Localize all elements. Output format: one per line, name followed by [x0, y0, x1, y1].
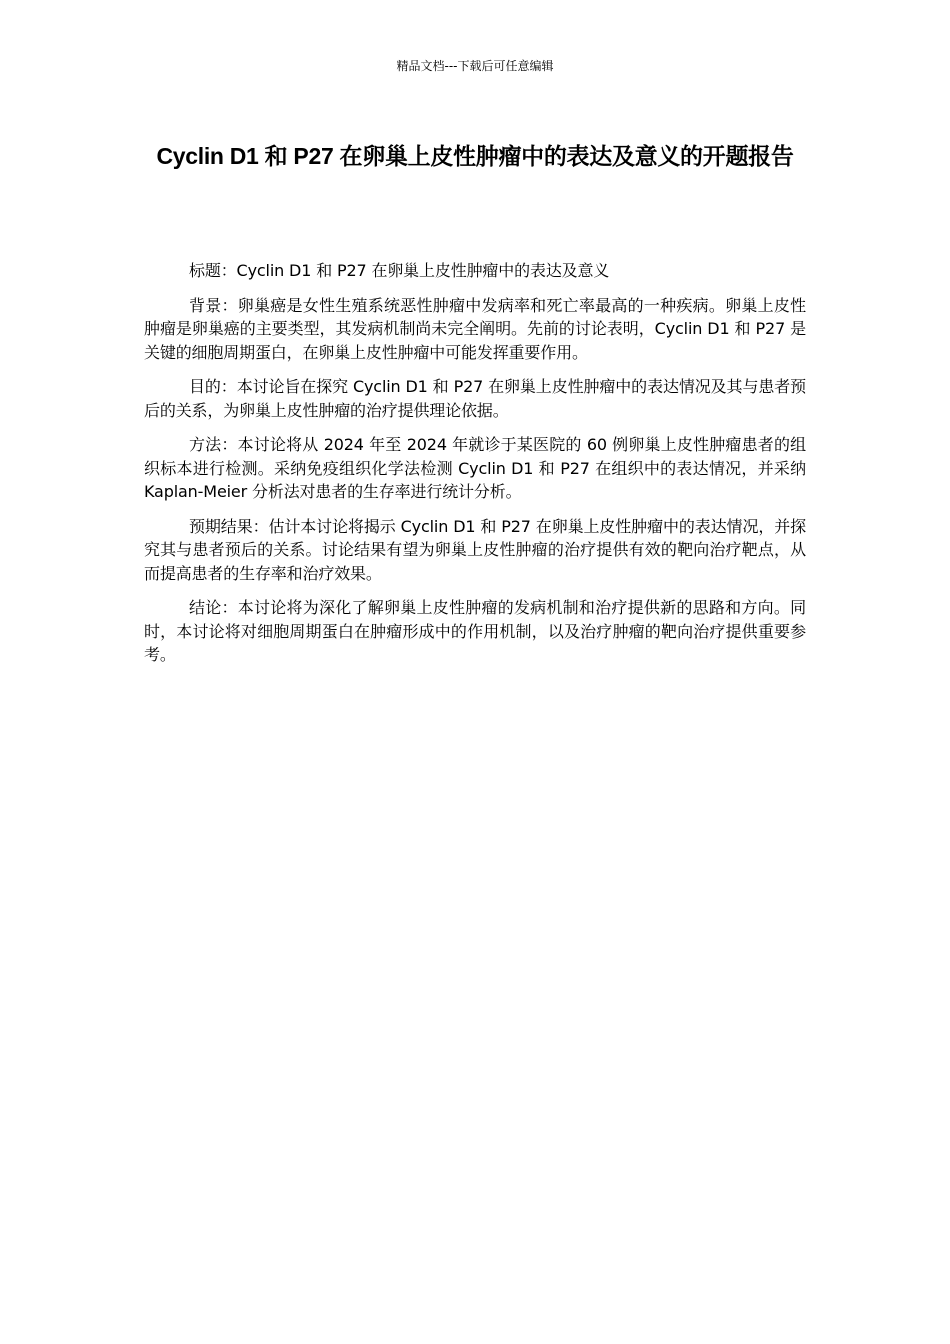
- document-title: Cyclin D1 和 P27 在卵巢上皮性肿瘤中的表达及意义的开题报告: [156, 143, 794, 169]
- paragraph-methods: 方法：本讨论将从 2024 年至 2024 年就诊于某医院的 60 例卵巢上皮性肿瘤患者的组织标本进行检测。采纳免疫组织化学法检测 Cyclin D1 和 P27 在组织中的表达情况，并采纳 Kaplan-Meier 分析法对患者的生存率进行统计分析。: [144, 435, 806, 501]
- paragraph-conclusion: 结论：本讨论将为深化了解卵巢上皮性肿瘤的发病机制和治疗提供新的思路和方向。同时，本讨论将对细胞周期蛋白在肿瘤形成中的作用机制，以及治疗肿瘤的靶向治疗提供重要参考。: [144, 598, 806, 664]
- paragraph-expected-results: 预期结果：估计本讨论将揭示 Cyclin D1 和 P27 在卵巢上皮性肿瘤中的表达情况，并探究其与患者预后的关系。讨论结果有望为卵巢上皮性肿瘤的治疗提供有效的靶向治疗靶点，从而提高患者的生存率和治疗效果。: [144, 516, 806, 583]
- document-body: [144, 259, 806, 678]
- paragraph-background: 背景：卵巢癌是女性生殖系统恶性肿瘤中发病率和死亡率最高的一种疾病。卵巢上皮性肿瘤是卵巢癌的主要类型，其发病机制尚未完全阐明。先前的讨论表明，Cyclin D1 和 P27 是关键的细胞周期蛋白，在卵巢上皮性肿瘤中可能发挥重要作用。: [144, 295, 806, 362]
- paragraph-objective: 目的：本讨论旨在探究 Cyclin D1 和 P27 在卵巢上皮性肿瘤中的表达情况及其与患者预后的关系，为卵巢上皮性肿瘤的治疗提供理论依据。: [144, 377, 806, 420]
- page-header: 精品文档---下载后可任意编辑: [396, 59, 554, 73]
- paragraph-title: 标题：Cyclin D1 和 P27 在卵巢上皮性肿瘤中的表达及意义: [189, 261, 610, 280]
